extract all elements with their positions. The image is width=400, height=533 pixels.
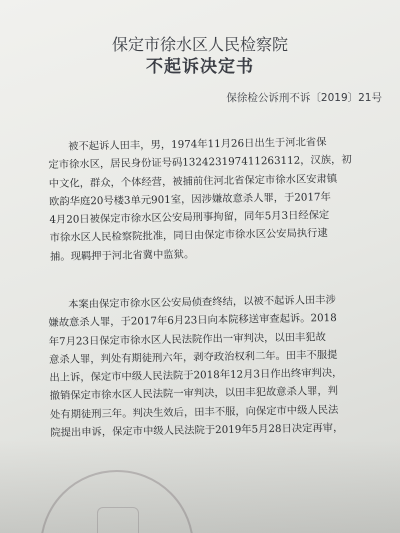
issuing-organization: 保定市徐水区人民检察院: [111, 35, 288, 54]
text-line: 出上诉，保定市中级人民法院于2018年12月3日作出终审判决，: [49, 367, 343, 385]
document-number: 保徐检公诉刑不诉〔2019〕21号: [226, 92, 382, 104]
paragraph-case-history: [48, 290, 381, 442]
text-line: 捕。现羁押于河北省冀中监狱。: [49, 248, 195, 263]
text-line: 市徐水区人民检察院批准，同日由保定市徐水区公安局执行逮: [49, 227, 328, 245]
text-line: 处有期徒刑三年。判决生效后，田丰不服，向保定市中级人民法: [49, 403, 339, 421]
text-line: 4月20日被保定市徐水区公安局刑事拘留，同年5月3日经保定: [49, 209, 330, 227]
text-line: 定市徐水区，居民身份证号码132423197411263112，汉族，初: [48, 154, 352, 172]
text-line: 意杀人罪，判处有期徒刑六年，剥夺政治权利二年。田丰不服提: [49, 348, 338, 366]
text-line: 本案由保定市徐水区公安局侦查终结，以被不起诉人田丰涉: [68, 293, 336, 311]
text-line: 欧韵华庭20号楼3单元901室，因涉嫌故意杀人罪，于2017年: [49, 190, 331, 208]
text-line: 撤销保定市徐水区人民法院一审判决，以田丰犯故意杀人罪，判: [49, 385, 339, 403]
paragraph-defendant-info: [48, 132, 380, 266]
document-title: 不起诉决定书: [146, 57, 254, 77]
page-shadow: [0, 440, 400, 533]
text-line: 年7月23日保定市徐水区人民法院作出一审判决，以田丰犯故: [48, 330, 326, 348]
text-line: 中文化，群众，个体经营，被捕前住河北省保定市徐水区安肃镇: [48, 172, 338, 190]
text-line: 院提出申诉，保定市中级人民法院于2019年5月28日决定再审，: [50, 421, 344, 440]
text-line: 被不起诉人田丰，男，1974年11月26日出生于河北省保: [68, 136, 327, 153]
text-line: 嫌故意杀人罪，于2017年6月23日向本院移送审查起诉。2018: [48, 312, 337, 330]
